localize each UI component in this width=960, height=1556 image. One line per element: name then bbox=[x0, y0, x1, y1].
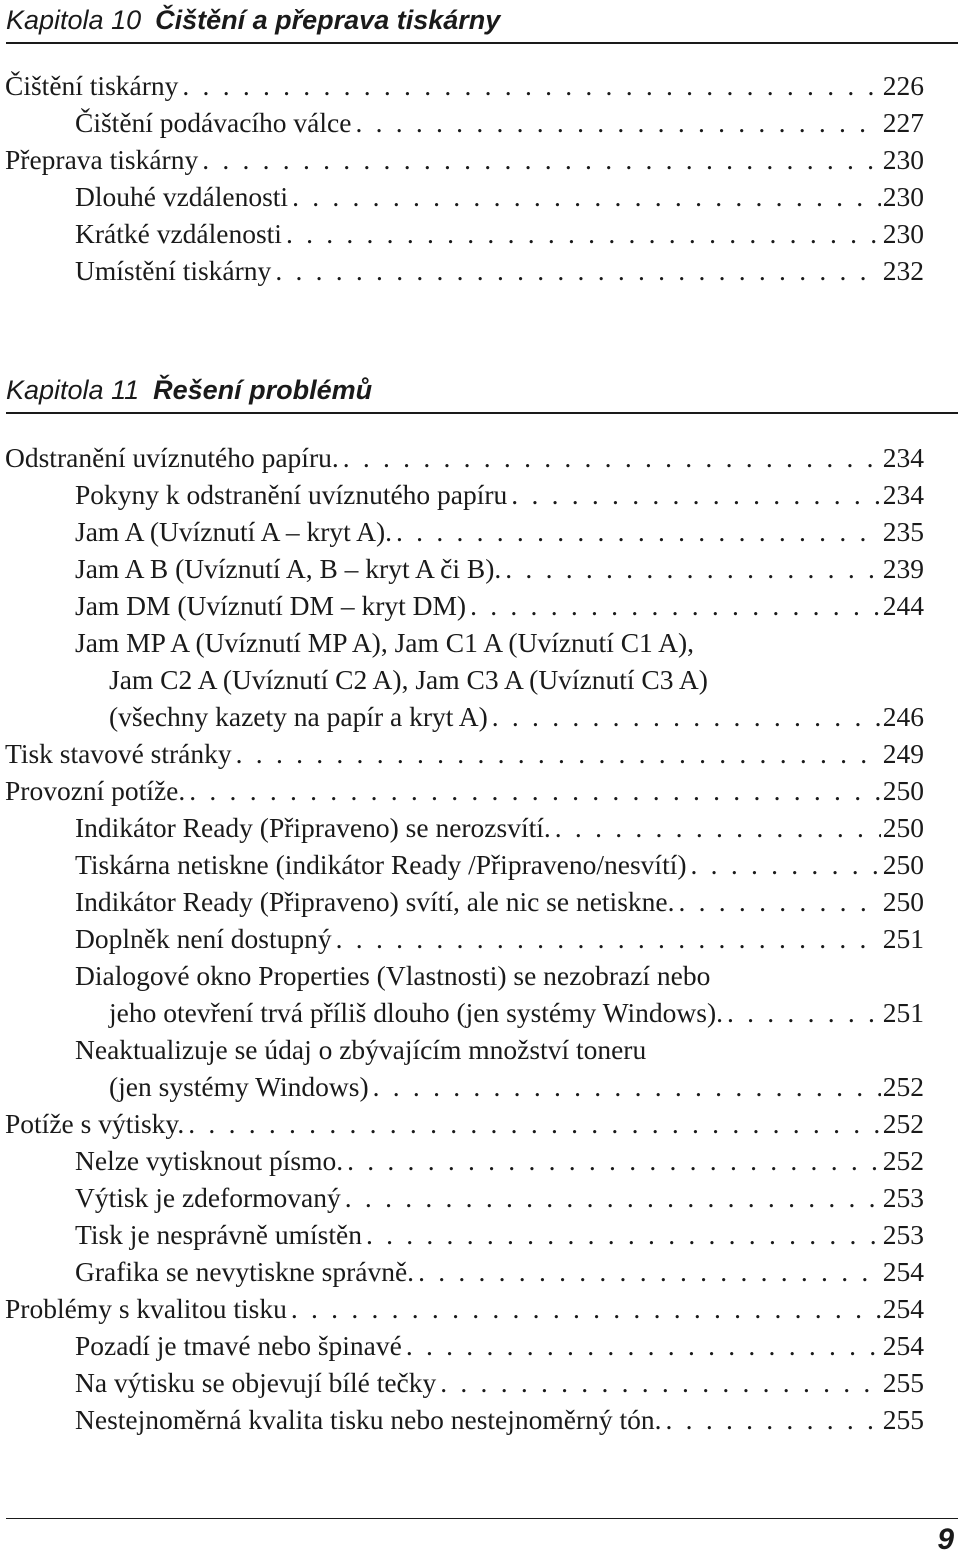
toc-dot-leader bbox=[440, 1364, 881, 1401]
toc-entry-page: 254 bbox=[882, 1293, 924, 1324]
toc-entry[interactable] bbox=[0, 550, 924, 587]
toc-entry-title: Problémy s kvalitou tisku bbox=[5, 1293, 287, 1324]
toc-entry-page: 226 bbox=[882, 70, 924, 101]
toc-entry-page: 230 bbox=[882, 144, 924, 175]
toc-entry[interactable] bbox=[0, 178, 924, 215]
toc-entry[interactable] bbox=[0, 215, 924, 252]
toc-entry[interactable] bbox=[0, 1253, 924, 1290]
toc-entry-title: Nelze vytisknout písmo. bbox=[75, 1145, 344, 1176]
toc-entry[interactable] bbox=[0, 698, 924, 735]
toc-dot-leader bbox=[275, 252, 880, 289]
toc-dot-leader bbox=[292, 178, 881, 215]
chapter-prefix: Kapitola 10 bbox=[6, 5, 142, 35]
toc-dot-leader bbox=[505, 550, 880, 587]
toc-entry-page: 250 bbox=[882, 775, 924, 806]
toc-entry[interactable] bbox=[0, 624, 924, 661]
toc-entry-title: Tisk je nesprávně umístěn bbox=[75, 1219, 362, 1250]
toc-entry-page: 252 bbox=[882, 1071, 924, 1102]
toc-entry-title: Potíže s výtisky. bbox=[5, 1108, 185, 1139]
toc-entry-title: Čištění podávacího válce bbox=[75, 107, 352, 138]
chapter-10-heading bbox=[6, 3, 958, 37]
toc-entry-title: Výtisk je zdeformovaný bbox=[75, 1182, 341, 1213]
toc-entry-page: 251 bbox=[882, 997, 924, 1028]
toc-entry-title: (všechny kazety na papír a kryt A) bbox=[109, 701, 488, 732]
toc-entry-page: 251 bbox=[882, 923, 924, 954]
toc-entry[interactable] bbox=[0, 809, 924, 846]
toc-entry[interactable] bbox=[0, 252, 924, 289]
page-number: 9 bbox=[937, 1523, 954, 1556]
toc-entry-title: Čištění tiskárny bbox=[5, 70, 179, 101]
chapter-title: Řešení problémů bbox=[153, 375, 373, 405]
toc-entry-page: 230 bbox=[882, 218, 924, 249]
toc-entry[interactable] bbox=[0, 1216, 924, 1253]
toc-entry-page: 250 bbox=[882, 849, 924, 880]
toc-entry[interactable] bbox=[0, 1031, 924, 1068]
toc-entry[interactable] bbox=[0, 1105, 924, 1142]
toc-dot-leader bbox=[418, 1253, 881, 1290]
toc-entry-page: 253 bbox=[882, 1219, 924, 1250]
toc-entry[interactable] bbox=[0, 1401, 924, 1438]
toc-entry[interactable] bbox=[0, 735, 924, 772]
toc-dot-leader bbox=[355, 104, 880, 141]
toc-entry[interactable] bbox=[0, 513, 924, 550]
toc-dot-leader bbox=[406, 1327, 881, 1364]
toc-dot-leader bbox=[678, 883, 880, 920]
toc-dot-leader bbox=[291, 1290, 881, 1327]
toc-entry-page: 239 bbox=[882, 553, 924, 584]
toc-entry-title: Jam DM (Uvíznutí DM – kryt DM) bbox=[75, 590, 467, 621]
toc-entry-page: 255 bbox=[882, 1367, 924, 1398]
toc-entry-title: Jam A (Uvíznutí A – kryt A). bbox=[75, 516, 393, 547]
toc-dot-leader bbox=[691, 846, 881, 883]
toc-dot-leader bbox=[396, 513, 881, 550]
toc-dot-leader bbox=[189, 772, 881, 809]
toc-entry-title: Grafika se nevytiskne správně. bbox=[75, 1256, 415, 1287]
toc-dot-leader bbox=[202, 141, 881, 178]
toc-entry[interactable] bbox=[0, 1327, 924, 1364]
chapter-title: Čištění a přeprava tiskárny bbox=[155, 5, 501, 35]
toc-entry-title: (jen systémy Windows) bbox=[109, 1071, 369, 1102]
toc-entry[interactable] bbox=[0, 1290, 924, 1327]
toc-dot-leader bbox=[345, 1179, 881, 1216]
toc-entry-page: 250 bbox=[882, 812, 924, 843]
toc-entry-page: 253 bbox=[882, 1182, 924, 1213]
toc-dot-leader bbox=[470, 587, 881, 624]
toc-entry-title: Tiskárna netiskne (indikátor Ready /Připraveno/nesvítí) bbox=[75, 849, 687, 880]
toc-entry-title: Doplněk není dostupný bbox=[75, 923, 332, 954]
toc-entry-page: 254 bbox=[882, 1256, 924, 1287]
toc-dot-leader bbox=[336, 920, 881, 957]
toc-entry[interactable] bbox=[0, 587, 924, 624]
toc-entry[interactable] bbox=[0, 476, 924, 513]
toc-entry[interactable] bbox=[0, 1179, 924, 1216]
toc-entry-page: 235 bbox=[882, 516, 924, 547]
toc-dot-leader bbox=[347, 1142, 881, 1179]
toc-dot-leader bbox=[511, 476, 880, 513]
toc-entry-title: Odstranění uvíznutého papíru. bbox=[5, 442, 339, 473]
chapter-11-rule bbox=[6, 412, 958, 414]
toc-entry-page: 246 bbox=[882, 701, 924, 732]
toc-entry-page: 234 bbox=[882, 442, 924, 473]
footer-rule bbox=[6, 1518, 958, 1519]
toc-dot-leader bbox=[182, 67, 880, 104]
toc-entry-page: 234 bbox=[882, 479, 924, 510]
toc-entry-page: 244 bbox=[882, 590, 924, 621]
toc-entry-title: Krátké vzdálenosti bbox=[75, 218, 282, 249]
toc-entry[interactable] bbox=[0, 1142, 924, 1179]
toc-dot-leader bbox=[286, 215, 881, 252]
chapter-prefix: Kapitola 11 bbox=[6, 375, 140, 405]
toc-dot-leader bbox=[666, 1401, 881, 1438]
toc-entry-title: Dialogové okno Properties (Vlastnosti) se nezobrazí nebo bbox=[75, 960, 711, 991]
toc-entry-title: jeho otevření trvá příliš dlouho (jen systémy Windows). bbox=[109, 997, 723, 1028]
toc-entry-title: Provozní potíže. bbox=[5, 775, 186, 806]
toc-entry-title: Na výtisku se objevují bílé tečky bbox=[75, 1367, 437, 1398]
toc-entry-title: Jam C2 A (Uvíznutí C2 A), Jam C3 A (Uvíznutí C3 A) bbox=[109, 664, 708, 695]
toc-entry-page: 227 bbox=[882, 107, 924, 138]
toc-entry-page: 252 bbox=[882, 1145, 924, 1176]
toc-entry[interactable] bbox=[0, 67, 924, 104]
toc-dot-leader bbox=[727, 994, 881, 1031]
toc-entry-page: 250 bbox=[882, 886, 924, 917]
toc-entry-page: 232 bbox=[882, 255, 924, 286]
toc-entry[interactable] bbox=[0, 957, 924, 994]
toc-dot-leader bbox=[366, 1216, 881, 1253]
toc-entry-title: Jam A B (Uvíznutí A, B – kryt A či B). bbox=[75, 553, 502, 584]
toc-entry[interactable] bbox=[0, 920, 924, 957]
toc-entry-title: Tisk stavové stránky bbox=[5, 738, 232, 769]
toc-entry-title: Indikátor Ready (Připraveno) se nerozsvítí. bbox=[75, 812, 551, 843]
chapter-10-rule bbox=[6, 42, 958, 44]
toc-entry[interactable] bbox=[0, 661, 924, 698]
toc-entry[interactable] bbox=[0, 1068, 924, 1105]
toc-entry-title: Pokyny k odstranění uvíznutého papíru bbox=[75, 479, 508, 510]
toc-entry-title: Jam MP A (Uvíznutí MP A), Jam C1 A (Uvíznutí C1 A), bbox=[75, 627, 695, 658]
toc-dot-leader bbox=[188, 1105, 880, 1142]
toc-entry-page: 249 bbox=[882, 738, 924, 769]
chapter-11-heading bbox=[6, 373, 958, 407]
toc-dot-leader bbox=[373, 1068, 881, 1105]
toc-entry-page: 254 bbox=[882, 1330, 924, 1361]
toc-entry-title: Neaktualizuje se údaj o zbývajícím množství toneru bbox=[75, 1034, 647, 1065]
toc-entry-page: 252 bbox=[882, 1108, 924, 1139]
toc-entry[interactable] bbox=[0, 846, 924, 883]
toc-entry-title: Přeprava tiskárny bbox=[5, 144, 199, 175]
toc-dot-leader bbox=[555, 809, 881, 846]
toc-entry[interactable] bbox=[0, 141, 924, 178]
toc-entry[interactable] bbox=[0, 772, 924, 809]
toc-entry-title: Dlouhé vzdálenosti bbox=[75, 181, 289, 212]
toc-entry[interactable] bbox=[0, 439, 924, 476]
toc-entry-title: Pozadí je tmavé nebo špinavé bbox=[75, 1330, 402, 1361]
toc-dot-leader bbox=[492, 698, 881, 735]
toc-dot-leader bbox=[236, 735, 881, 772]
toc-entry-page: 230 bbox=[882, 181, 924, 212]
toc-dot-leader bbox=[343, 439, 881, 476]
toc-entry-page: 255 bbox=[882, 1404, 924, 1435]
toc-entry[interactable] bbox=[0, 1364, 924, 1401]
toc-entry[interactable] bbox=[0, 104, 924, 141]
toc-entry-title: Umístění tiskárny bbox=[75, 255, 272, 286]
toc-entry[interactable] bbox=[0, 883, 924, 920]
toc-entry[interactable] bbox=[0, 994, 924, 1031]
toc-entry-title: Nestejnoměrná kvalita tisku nebo nestejnoměrný tón. bbox=[75, 1404, 662, 1435]
toc-entry-title: Indikátor Ready (Připraveno) svítí, ale nic se netiskne. bbox=[75, 886, 675, 917]
